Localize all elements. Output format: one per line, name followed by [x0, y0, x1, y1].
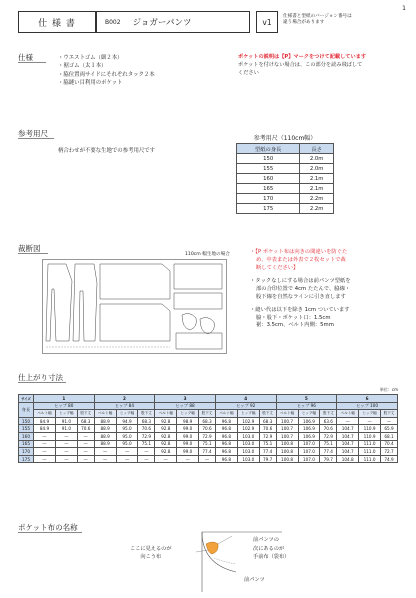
size-cell: 92.8: [155, 432, 177, 440]
size-cell: 106.9: [298, 425, 320, 433]
size-cell: 70.6: [138, 425, 155, 433]
size-cell: —: [116, 455, 138, 463]
list-item: ・ウエストゴム（細２本）: [58, 55, 123, 61]
size-cell: —: [94, 448, 116, 456]
table-row: 170 2.2m: [237, 194, 334, 204]
size-cell: 84.9: [34, 417, 56, 425]
size-cell: 103.0: [237, 448, 259, 456]
pocket-back-piece: [206, 542, 218, 554]
size-cell: —: [155, 455, 177, 463]
size-cell: 98.9: [177, 417, 199, 425]
table-row: 160 2.1m: [237, 174, 334, 184]
size-subcol-header: 股下丈: [320, 410, 337, 418]
table-header: 長さ: [300, 144, 334, 154]
reference-description: 柄合わせが不要な生地での参考用尺です: [58, 148, 156, 154]
size-cell: —: [34, 440, 56, 448]
size-cell: 68.3: [199, 417, 216, 425]
size-cell: 70.4: [381, 440, 398, 448]
size-cell: 72.7: [381, 448, 398, 456]
size-height: 150: [19, 417, 34, 425]
size-cell: 104.7: [337, 425, 359, 433]
size-cell: —: [94, 455, 116, 463]
size-cell: 72.9: [199, 432, 216, 440]
size-cell: 103.0: [237, 455, 259, 463]
section-layout-label: 裁断図: [18, 244, 41, 253]
size-cell: 99.0: [177, 432, 199, 440]
size-cell: 103.0: [237, 440, 259, 448]
size-cell: 106.9: [298, 432, 320, 440]
version-box: [256, 11, 278, 33]
table-row: [19, 455, 398, 463]
size-height: 175: [19, 455, 34, 463]
size-cell: 75.1: [320, 440, 337, 448]
size-cell: 74.9: [381, 455, 398, 463]
size-cell: 104.7: [337, 448, 359, 456]
size-cell: 70.6: [199, 425, 216, 433]
page-number: 1: [402, 5, 406, 12]
pocket-note-red: ポケットの説明は【P】マークをつけて記載しています: [238, 54, 367, 60]
size-cell: 77.4: [259, 448, 276, 456]
table-row: 165 2.1m: [237, 184, 334, 194]
size-table-header: [19, 395, 398, 403]
size-cell: 100.8: [276, 455, 298, 463]
table-row: [19, 425, 398, 433]
size-subcol-header: 股下丈: [381, 410, 398, 418]
size-cell: 68.3: [259, 417, 276, 425]
size-cell: 107.0: [298, 455, 320, 463]
list-item: ・裾ゴム（太１本）: [58, 63, 107, 70]
version-note: 仕様書と型紙のバージョン番号は 違う場合があります: [283, 14, 352, 26]
sizes-unit: 単位：cm: [379, 387, 398, 392]
size-group-hip: ヒップ 96: [276, 402, 337, 410]
size-cell: 77.4: [320, 448, 337, 456]
product-name: ジョガーパンツ: [132, 18, 192, 28]
size-group-hip: ヒップ 92: [215, 402, 276, 410]
size-group-number: 6: [337, 395, 398, 403]
size-height: 170: [19, 448, 34, 456]
size-cell: 75.1: [199, 440, 216, 448]
size-group-number: 3: [155, 395, 216, 403]
size-cell: 72.9: [320, 432, 337, 440]
size-table: [18, 394, 398, 463]
size-cell: —: [34, 432, 56, 440]
size-group-hip: ヒップ 84: [94, 402, 155, 410]
layout-notes: ・【P ポケット布は向きの間違いを防ぐた め、中表または外表で２枚セットで裁 断してください】 ・タックなしにする場合は前パンツ型紙を 部の合印位置で 4cm たたんで、脇線・ 股下線を自然なラインに引き直します ・縫い代は以下を除き 1cm ついています 脇・股下・ポケット口：1.5cm 裾：3.5cm、ベルト内側：5mm: [250, 249, 351, 329]
size-subcol-header: ヒップ幅: [116, 410, 138, 418]
size-cell: —: [34, 455, 56, 463]
size-cell: 95.0: [116, 440, 138, 448]
table-row: [19, 432, 398, 440]
table-header: 型紙の身長: [237, 144, 300, 154]
size-cell: 111.0: [359, 440, 381, 448]
table-row: 150 2.0m: [237, 154, 334, 164]
size-cell: 63.6: [320, 417, 337, 425]
size-subcol-header: ベルト幅: [34, 410, 56, 418]
size-subcol-header: ベルト幅: [155, 410, 177, 418]
size-cell: —: [55, 432, 77, 440]
size-cell: 111.0: [359, 448, 381, 456]
size-cell: 88.9: [94, 417, 116, 425]
size-cell: 106.9: [298, 417, 320, 425]
size-cell: 96.8: [215, 440, 237, 448]
size-cell: —: [55, 448, 77, 456]
size-cell: 94.9: [116, 417, 138, 425]
pocket-note: ポケットの説明は【P】マークをつけて記載しています ポケットを付けない場合は、この部分を読み飛ばして ください: [238, 54, 367, 76]
size-cell: 92.8: [155, 440, 177, 448]
table-row: 155 2.0m: [237, 164, 334, 174]
size-cell: 84.9: [34, 425, 56, 433]
table-row: [19, 448, 398, 456]
size-cell: 104.8: [337, 455, 359, 463]
size-cell: 100.7: [276, 425, 298, 433]
size-cell: 95.0: [116, 432, 138, 440]
size-subcol-header: ベルト幅: [215, 410, 237, 418]
size-cell: 88.9: [94, 440, 116, 448]
size-cell: 100.8: [276, 440, 298, 448]
section-spec-label: 仕様: [18, 53, 33, 62]
size-cell: 91.0: [55, 417, 77, 425]
size-cell: 110.9: [359, 425, 381, 433]
size-cell: 100.7: [276, 432, 298, 440]
size-subcol-header: 股下丈: [199, 410, 216, 418]
size-cell: 100.8: [276, 448, 298, 456]
size-cell: 99.0: [177, 448, 199, 456]
divider: [18, 253, 48, 254]
size-corner: サイズ: [19, 395, 34, 403]
size-cell: 88.9: [94, 432, 116, 440]
size-group-number: 1: [34, 395, 95, 403]
size-height: 160: [19, 432, 34, 440]
size-cell: 68.1: [381, 432, 398, 440]
size-cell: 70.6: [77, 425, 94, 433]
size-cell: —: [359, 417, 381, 425]
size-cell: 99.0: [177, 425, 199, 433]
divider: [18, 532, 82, 533]
size-cell: 103.0: [237, 432, 259, 440]
size-subcol-header: ベルト幅: [276, 410, 298, 418]
size-cell: 102.9: [237, 425, 259, 433]
divider: [18, 382, 66, 383]
size-table-sub-row: [19, 410, 398, 418]
size-subcol-header: ヒップ幅: [298, 410, 320, 418]
version: v1: [262, 17, 272, 27]
table-row: [19, 440, 398, 448]
size-cell: 72.9: [259, 432, 276, 440]
divider: [18, 62, 46, 63]
size-cell: 79.7: [320, 455, 337, 463]
cutting-layout-diagram: [42, 259, 227, 354]
size-subcol-header: ベルト幅: [337, 410, 359, 418]
height-label: 身長: [19, 402, 34, 417]
size-cell: —: [55, 455, 77, 463]
size-cell: 96.8: [215, 448, 237, 456]
size-cell: 111.0: [359, 455, 381, 463]
size-cell: —: [199, 455, 216, 463]
size-cell: 77.4: [199, 448, 216, 456]
size-cell: 75.1: [259, 440, 276, 448]
layout-caption: 110cm 幅生地の場合: [185, 252, 230, 257]
size-group-number: 2: [94, 395, 155, 403]
section-reference-label: 参考用尺: [18, 129, 48, 138]
size-group-hip: ヒップ 100: [337, 402, 398, 410]
size-height: 155: [19, 425, 34, 433]
size-cell: 102.9: [237, 417, 259, 425]
size-cell: —: [337, 417, 359, 425]
size-cell: 92.8: [155, 417, 177, 425]
list-item: ・脇縫い目利用のポケット: [58, 80, 123, 87]
size-cell: 107.0: [298, 448, 320, 456]
size-cell: 104.7: [337, 432, 359, 440]
size-subcol-header: 股下丈: [138, 410, 155, 418]
size-cell: 99.0: [177, 440, 199, 448]
pocket-left-label: ここに見えるのが 向こう布: [130, 546, 172, 560]
section-sizes-label: 仕上がり寸法: [18, 373, 63, 382]
size-cell: 88.9: [94, 425, 116, 433]
size-cell: —: [34, 448, 56, 456]
reference-table-title: 参考用尺（110cm幅）: [253, 135, 317, 142]
size-group-number: 5: [276, 395, 337, 403]
size-group-hip: ヒップ 80: [34, 402, 95, 410]
doc-title-box: [18, 11, 96, 33]
size-subcol-header: 股下丈: [259, 410, 276, 418]
size-subcol-header: ヒップ幅: [177, 410, 199, 418]
size-subcol-header: ヒップ幅: [359, 410, 381, 418]
size-cell: —: [55, 440, 77, 448]
size-cell: 95.0: [116, 425, 138, 433]
reference-table: [236, 143, 334, 214]
size-cell: 70.6: [259, 425, 276, 433]
size-cell: —: [77, 440, 94, 448]
size-cell: 65.9: [381, 425, 398, 433]
spec-list: [58, 54, 155, 88]
pocket-bottom-label: 前パンツ: [244, 577, 265, 583]
list-item: ・脇位置両サイドにそれぞれタック２本: [58, 71, 155, 78]
doc-title: 仕 様 書: [38, 18, 76, 29]
size-table-hip-row: [19, 402, 398, 410]
size-cell: —: [77, 432, 94, 440]
size-cell: —: [116, 448, 138, 456]
size-group-hip: ヒップ 88: [155, 402, 216, 410]
size-cell: 75.1: [138, 440, 155, 448]
size-subcol-header: ヒップ幅: [55, 410, 77, 418]
size-cell: 96.8: [215, 455, 237, 463]
table-row: 175 2.2m: [237, 204, 334, 214]
size-subcol-header: ヒップ幅: [237, 410, 259, 418]
size-cell: 96.8: [215, 425, 237, 433]
size-cell: 104.7: [337, 440, 359, 448]
size-cell: 68.3: [77, 417, 94, 425]
size-cell: 100.7: [276, 417, 298, 425]
size-cell: 79.7: [259, 455, 276, 463]
size-cell: —: [138, 455, 155, 463]
size-cell: —: [77, 455, 94, 463]
size-group-number: 4: [215, 395, 276, 403]
size-cell: 92.8: [155, 448, 177, 456]
size-cell: 96.8: [215, 432, 237, 440]
product-code: B002: [105, 18, 121, 26]
table-row: [19, 417, 398, 425]
size-cell: 91.0: [55, 425, 77, 433]
divider: [18, 138, 54, 139]
size-cell: —: [177, 455, 199, 463]
product-box: [96, 11, 250, 33]
size-cell: 72.9: [138, 432, 155, 440]
size-cell: 68.3: [138, 417, 155, 425]
size-subcol-header: ベルト幅: [94, 410, 116, 418]
size-cell: —: [77, 448, 94, 456]
size-cell: 107.0: [298, 440, 320, 448]
size-cell: —: [138, 448, 155, 456]
size-cell: 96.8: [215, 417, 237, 425]
pocket-right-label: 前パンツの 次にあるのが 手前布（袋布）: [253, 537, 290, 561]
size-height: 165: [19, 440, 34, 448]
size-cell: 92.8: [155, 425, 177, 433]
section-pocket-label: ポケット布の名称: [18, 523, 78, 532]
size-cell: —: [381, 417, 398, 425]
size-subcol-header: 股下丈: [77, 410, 94, 418]
size-cell: 70.6: [320, 425, 337, 433]
size-cell: 110.9: [359, 432, 381, 440]
